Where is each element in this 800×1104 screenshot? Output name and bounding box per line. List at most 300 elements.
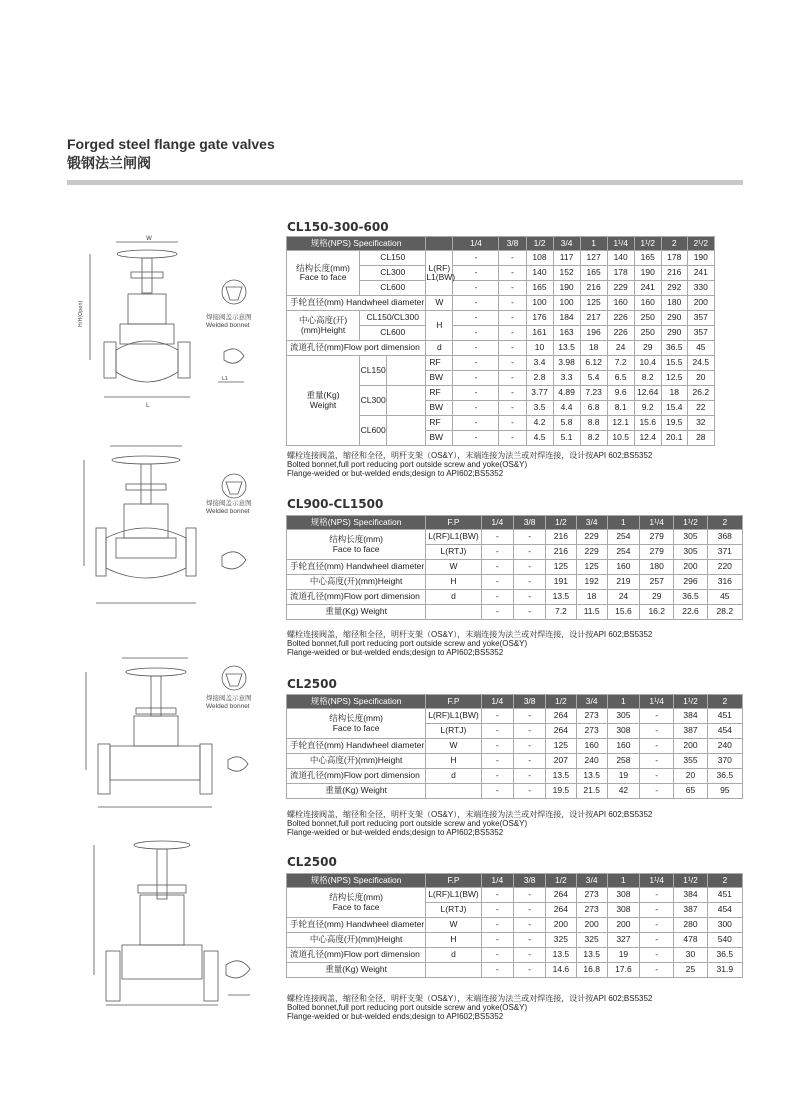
unit-cell: L(RTJ) [426, 545, 481, 560]
table-cell: - [481, 948, 513, 963]
table-cell: - [453, 356, 499, 371]
table-row [287, 605, 743, 620]
table-cell: - [481, 739, 513, 754]
table-cell: 190 [553, 281, 580, 296]
table-cell: 3.3 [553, 371, 580, 386]
table-cell: 190 [634, 266, 661, 281]
table-cell: 273 [576, 903, 607, 918]
header-cell: 2¹/2 [687, 237, 714, 251]
row-label: 中心高度(开) (mm)Height [287, 311, 360, 341]
table-cell: 19 [607, 769, 639, 784]
table-cell: 478 [674, 933, 707, 948]
section-title: CL2500 [287, 677, 337, 691]
table-cell: - [481, 888, 513, 903]
table-cell: - [499, 311, 526, 326]
table-row [287, 341, 743, 356]
table-row [287, 311, 743, 326]
row-label: 手轮直径(mm) Handwheel diameter [287, 739, 426, 754]
class-cell: CL300 [360, 386, 426, 416]
table-cell: - [453, 416, 499, 431]
unit-cell: W [426, 296, 453, 311]
table-cell: 160 [607, 296, 634, 311]
table-row [287, 356, 743, 371]
table-cell: 2.8 [526, 371, 553, 386]
table-cell: 160 [576, 739, 607, 754]
table-cell: 220 [707, 560, 742, 575]
table-cell: 140 [607, 251, 634, 266]
table-cell: - [453, 431, 499, 446]
header-cell: 规格(NPS) Specification [287, 237, 426, 251]
spec-table-cl900-1500 [286, 515, 743, 620]
table-cell: 330 [687, 281, 714, 296]
table-cell: 7.23 [580, 386, 607, 401]
table-cell: 10.4 [634, 356, 661, 371]
table-row [287, 560, 743, 575]
table-cell: 300 [707, 918, 742, 933]
table-cell: - [499, 326, 526, 341]
table-cell: - [453, 326, 499, 341]
table-row [287, 251, 743, 266]
table-cell: 28.2 [707, 605, 742, 620]
header-cell: 1 [607, 516, 639, 530]
header-cell: 2 [707, 874, 742, 888]
table-cell: 3.4 [526, 356, 553, 371]
table-cell: - [453, 266, 499, 281]
unit-cell: H [426, 311, 453, 341]
header-cell: 3/8 [499, 237, 526, 251]
header-cell: 1/2 [546, 695, 576, 709]
table-cell: 14.6 [546, 963, 576, 978]
table-cell: 190 [687, 251, 714, 266]
table-cell: - [640, 769, 674, 784]
table-cell: 24.5 [687, 356, 714, 371]
header-cell: 3/8 [513, 874, 545, 888]
table-cell: 273 [576, 724, 607, 739]
table-cell: 305 [674, 545, 707, 560]
table-header-row [287, 237, 743, 251]
table-row [287, 933, 743, 948]
table-cell: 16.2 [640, 605, 674, 620]
table-cell: 308 [607, 724, 639, 739]
table-cell: 180 [640, 560, 674, 575]
table-cell: 42 [607, 784, 639, 799]
table-cell: 4.89 [553, 386, 580, 401]
table-header-row [287, 695, 743, 709]
header-cell: 1¹/2 [634, 237, 661, 251]
header-cell: 3/8 [513, 695, 545, 709]
table-cell: 11.5 [576, 605, 607, 620]
table-cell: - [499, 266, 526, 281]
table-cell: 200 [674, 560, 707, 575]
table-cell: - [499, 356, 526, 371]
header-cell: 1¹/4 [640, 874, 674, 888]
table-cell: 13.5 [553, 341, 580, 356]
table-cell: 370 [707, 754, 742, 769]
valve-drawing-3 [76, 652, 256, 822]
table-cell: - [640, 963, 674, 978]
class-cell: CL150 [360, 251, 426, 266]
table-cell: 241 [634, 281, 661, 296]
table-row [287, 918, 743, 933]
table-cell: 305 [607, 709, 639, 724]
row-label: 流道孔径(mm)Flow port dimension [287, 341, 426, 356]
table-cell: 12.5 [661, 371, 687, 386]
table-cell: 327 [607, 933, 639, 948]
header-cell: 1 [607, 695, 639, 709]
row-label: 结构长度(mm) Face to face [287, 530, 426, 560]
table-cell: 229 [576, 545, 607, 560]
unit-cell: L(RTJ) [426, 903, 481, 918]
table-cell: 264 [546, 903, 576, 918]
table-cell: - [499, 431, 526, 446]
table-cell: 273 [576, 709, 607, 724]
unit-cell: H [426, 933, 481, 948]
table-cell: 296 [674, 575, 707, 590]
table-cell: 250 [634, 326, 661, 341]
table-cell: 216 [580, 281, 607, 296]
header-cell: 3/8 [513, 516, 545, 530]
table-cell: 19.5 [546, 784, 576, 799]
table-cell: 8.2 [580, 431, 607, 446]
table-cell: - [640, 888, 674, 903]
table-cell: - [453, 296, 499, 311]
table-cell: - [513, 933, 545, 948]
table-cell: 451 [707, 888, 742, 903]
table-row [287, 784, 743, 799]
unit-cell: W [426, 739, 481, 754]
table-cell: 8.8 [580, 416, 607, 431]
table-cell: 454 [707, 724, 742, 739]
row-label: 手轮直径(mm) Handwheel diameter [287, 918, 426, 933]
page-title-en: Forged steel flange gate valves [67, 136, 275, 152]
table-cell: - [513, 709, 545, 724]
table-cell: - [513, 903, 545, 918]
table-cell: 264 [546, 888, 576, 903]
table-cell: 184 [553, 311, 580, 326]
table-cell: 240 [576, 754, 607, 769]
table-cell: - [481, 545, 513, 560]
table-cell: 371 [707, 545, 742, 560]
table-cell: 280 [674, 918, 707, 933]
table-cell: - [513, 575, 545, 590]
table-cell: - [513, 963, 545, 978]
table-cell: 10.5 [607, 431, 634, 446]
table-cell: 29 [634, 341, 661, 356]
unit-cell [426, 605, 481, 620]
header-cell: 1 [580, 237, 607, 251]
table-cell: 18 [580, 341, 607, 356]
table-cell: - [499, 416, 526, 431]
class-cell: CL150/CL300 [360, 311, 426, 326]
table-cell: 100 [553, 296, 580, 311]
spec-table-cl150-600 [286, 236, 743, 446]
header-cell: 1¹/4 [640, 695, 674, 709]
header-cell [426, 237, 453, 251]
valve-drawing-4 [76, 825, 256, 1020]
table-cell: 258 [607, 754, 639, 769]
table-cell: 125 [576, 560, 607, 575]
section-notes: 螺栓连接阀盖，缩径和全径，明杆支架（OS&Y），末端连接为法兰或对焊连接，设计按API 602;BS5352 Bolted bonnet,full port reducing port outside screw and yoke(OS&Y) Flange-weided or but-welded ends;design to API602;BS5352 [287, 451, 653, 478]
table-cell: 32 [687, 416, 714, 431]
table-cell: 160 [634, 296, 661, 311]
table-cell: 254 [607, 530, 639, 545]
dim-l: L [146, 402, 150, 409]
table-row [287, 739, 743, 754]
header-cell: 1¹/4 [607, 237, 634, 251]
table-cell: - [513, 918, 545, 933]
table-cell: 19.5 [661, 416, 687, 431]
table-cell: 3.77 [526, 386, 553, 401]
title-divider [67, 180, 743, 185]
table-cell: 180 [661, 296, 687, 311]
table-cell: 160 [607, 560, 639, 575]
row-label: 流道孔径(mm)Flow port dimension [287, 769, 426, 784]
row-label: 重量(Kg) Weight [287, 605, 426, 620]
table-cell: 8.1 [607, 401, 634, 416]
header-cell: 1/4 [481, 874, 513, 888]
table-row [287, 754, 743, 769]
table-cell: - [453, 386, 499, 401]
table-cell: 178 [607, 266, 634, 281]
table-cell: 36.5 [674, 590, 707, 605]
table-cell: 20.1 [661, 431, 687, 446]
welded-bonnet-label: 焊接阀盖示意图 Welded bonnet [206, 314, 252, 329]
table-cell: - [513, 769, 545, 784]
unit-cell: d [426, 948, 481, 963]
table-cell: 25 [674, 963, 707, 978]
table-cell: - [513, 605, 545, 620]
table-cell: - [640, 724, 674, 739]
table-cell: - [513, 754, 545, 769]
unit-cell [426, 963, 481, 978]
dim-h: H/H(Open) [78, 300, 84, 327]
table-cell: - [453, 371, 499, 386]
table-cell: 165 [634, 251, 661, 266]
table-cell: - [499, 341, 526, 356]
header-cell: 1¹/2 [674, 516, 707, 530]
table-cell: - [453, 401, 499, 416]
table-cell: 191 [546, 575, 576, 590]
row-label: 中心高度(开)(mm)Height [287, 754, 426, 769]
row-label: 结构长度(mm) Face to face [287, 251, 360, 296]
table-cell: - [513, 739, 545, 754]
table-cell: 31.9 [707, 963, 742, 978]
table-cell: - [453, 311, 499, 326]
table-cell: 357 [687, 326, 714, 341]
type-cell: RF [426, 386, 453, 401]
header-cell: 2 [707, 516, 742, 530]
table-cell: 200 [576, 918, 607, 933]
table-cell: 308 [607, 888, 639, 903]
type-cell: RF [426, 416, 453, 431]
header-cell: 1¹/4 [640, 516, 674, 530]
table-cell: 9.6 [607, 386, 634, 401]
table-cell: 160 [607, 739, 639, 754]
table-cell: 36.5 [707, 948, 742, 963]
unit-cell [426, 784, 481, 799]
table-cell: 254 [607, 545, 639, 560]
section-notes: 螺栓连接阀盖，缩径和全径，明杆支架（OS&Y），末端连接为法兰或对焊连接，设计按API 602;BS5352 Bolted bonnet,full port reducing port outside screw and yoke(OS&Y) Flange-weided or but-welded ends;design to API602;BS5352 [287, 994, 653, 1021]
table-cell: - [513, 545, 545, 560]
table-cell: - [513, 888, 545, 903]
header-cell: 1¹/2 [674, 695, 707, 709]
table-cell: 125 [546, 739, 576, 754]
table-cell: 241 [687, 266, 714, 281]
table-cell: 6.5 [607, 371, 634, 386]
table-cell: 290 [661, 311, 687, 326]
table-cell: - [481, 530, 513, 545]
row-label: 重量(Kg) Weight [287, 784, 426, 799]
spec-table-cl2500-b [286, 873, 743, 978]
table-cell: 226 [607, 326, 634, 341]
table-cell: 5.8 [553, 416, 580, 431]
table-cell: 125 [546, 560, 576, 575]
unit-cell: d [426, 769, 481, 784]
table-cell: 292 [661, 281, 687, 296]
header-cell: 规格(NPS) Specification [287, 516, 426, 530]
table-cell: 22.6 [674, 605, 707, 620]
table-cell: - [499, 401, 526, 416]
table-cell: - [453, 251, 499, 266]
table-cell: 387 [674, 903, 707, 918]
header-cell: 2 [707, 695, 742, 709]
table-cell: 20 [687, 371, 714, 386]
table-cell: 264 [546, 709, 576, 724]
table-cell: 250 [634, 311, 661, 326]
row-label: 中心高度(开)(mm)Height [287, 933, 426, 948]
table-cell: 384 [674, 888, 707, 903]
table-cell: 229 [576, 530, 607, 545]
table-cell: 4.2 [526, 416, 553, 431]
unit-cell: L(RF)L1(BW) [426, 530, 481, 545]
table-cell: 226 [607, 311, 634, 326]
class-cell: CL300 [360, 266, 426, 281]
table-cell: 207 [546, 754, 576, 769]
spec-table-cl2500-a [286, 694, 743, 799]
section-title: CL2500 [287, 855, 337, 869]
table-row [287, 530, 743, 545]
table-cell: 279 [640, 545, 674, 560]
row-label: 手轮直径(mm) Handwheel diameter [287, 296, 426, 311]
table-cell: - [481, 903, 513, 918]
table-cell: 18 [661, 386, 687, 401]
header-cell: 1/2 [546, 874, 576, 888]
table-cell: 7.2 [546, 605, 576, 620]
header-cell: 3/4 [553, 237, 580, 251]
table-cell: - [499, 281, 526, 296]
table-header-row [287, 516, 743, 530]
header-cell: 1 [607, 874, 639, 888]
class-cell: CL600 [360, 416, 426, 446]
header-cell: 1/4 [481, 695, 513, 709]
table-cell: 24 [607, 341, 634, 356]
table-cell: - [640, 903, 674, 918]
table-cell: 13.5 [546, 948, 576, 963]
table-cell: - [481, 933, 513, 948]
header-cell: 1/2 [526, 237, 553, 251]
unit-cell: H [426, 754, 481, 769]
valve-drawing-2 [76, 438, 256, 623]
table-cell: 152 [553, 266, 580, 281]
table-cell: - [453, 281, 499, 296]
type-cell: BW [426, 431, 453, 446]
table-cell: 127 [580, 251, 607, 266]
table-cell: 387 [674, 724, 707, 739]
header-cell: 3/4 [576, 516, 607, 530]
table-cell: 216 [546, 545, 576, 560]
table-cell: - [481, 560, 513, 575]
table-cell: 17.6 [607, 963, 639, 978]
table-cell: - [481, 918, 513, 933]
table-cell: - [640, 709, 674, 724]
table-cell: - [513, 590, 545, 605]
section-title: CL150-300-600 [287, 220, 389, 234]
table-cell: 200 [674, 739, 707, 754]
table-cell: 6.8 [580, 401, 607, 416]
table-cell: 13.5 [576, 948, 607, 963]
table-cell: 357 [687, 311, 714, 326]
table-cell: 95 [707, 784, 742, 799]
table-cell: 12.64 [634, 386, 661, 401]
table-cell: 451 [707, 709, 742, 724]
row-label: 流道孔径(mm)Flow port dimension [287, 948, 426, 963]
table-cell: 384 [674, 709, 707, 724]
table-cell: 5.1 [553, 431, 580, 446]
table-cell: 15.6 [634, 416, 661, 431]
table-cell: 308 [607, 903, 639, 918]
table-cell: - [640, 784, 674, 799]
table-cell: 200 [687, 296, 714, 311]
unit-cell: d [426, 590, 481, 605]
table-cell: 117 [553, 251, 580, 266]
table-cell: - [640, 933, 674, 948]
table-cell: - [640, 918, 674, 933]
table-cell: 140 [526, 266, 553, 281]
unit-cell: L(RF)L1(BW) [426, 709, 481, 724]
row-label: 结构长度(mm) Face to face [287, 709, 426, 739]
unit-cell: d [426, 341, 453, 356]
row-label: 结构长度(mm) Face to face [287, 888, 426, 918]
table-cell: 8.2 [634, 371, 661, 386]
table-cell: 30 [674, 948, 707, 963]
table-cell: - [640, 948, 674, 963]
table-cell: 200 [607, 918, 639, 933]
table-cell: - [481, 709, 513, 724]
table-cell: 305 [674, 530, 707, 545]
table-cell: 3.98 [553, 356, 580, 371]
row-label: 重量(Kg) Weight [287, 356, 360, 446]
table-cell: 26.2 [687, 386, 714, 401]
table-cell: 15.4 [661, 401, 687, 416]
table-cell: 196 [580, 326, 607, 341]
type-cell: BW [426, 371, 453, 386]
table-cell: 290 [661, 326, 687, 341]
welded-bonnet-label: 焊接阀盖示意图 Welded bonnet [206, 500, 252, 515]
table-row [287, 296, 743, 311]
table-cell: 6.12 [580, 356, 607, 371]
table-cell: 178 [661, 251, 687, 266]
table-cell: - [481, 605, 513, 620]
dim-l1: L1 [222, 376, 228, 382]
table-cell: 257 [640, 575, 674, 590]
table-cell: 355 [674, 754, 707, 769]
table-cell: 13.5 [546, 590, 576, 605]
table-cell: 12.4 [634, 431, 661, 446]
table-row [287, 769, 743, 784]
table-cell: - [513, 560, 545, 575]
table-cell: 22 [687, 401, 714, 416]
row-label: 重量(Kg) Weight [287, 963, 426, 978]
